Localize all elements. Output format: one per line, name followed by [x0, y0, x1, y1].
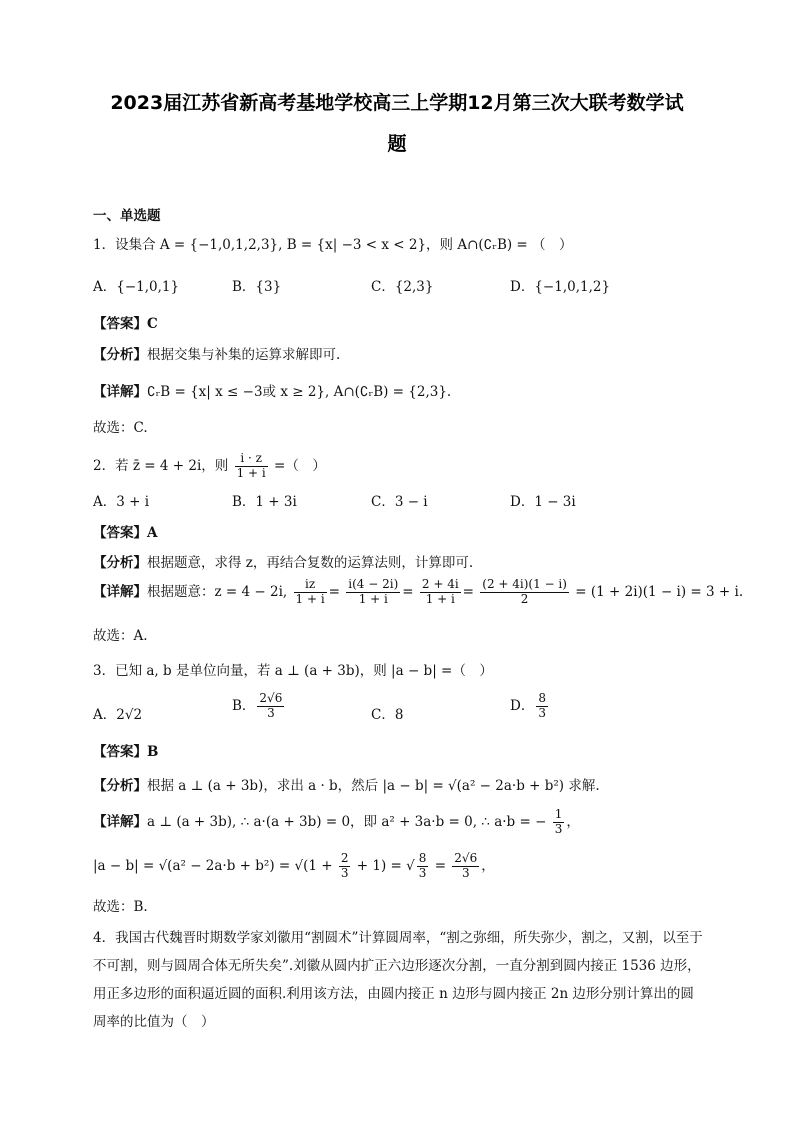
q2-choose: 故选：A.: [93, 628, 148, 644]
question-2-stem: [93, 452, 326, 481]
q2-option-b: B．1 + 3i: [232, 494, 297, 510]
q1-option-d: D．{−1,0,1,2}: [510, 279, 611, 295]
q3-choose: 故选：B.: [93, 899, 148, 915]
detail-prefix: |a − b| = √(a² − 2a·b + b²) = √(1 +: [93, 857, 333, 874]
detail-tag: 【详解】: [93, 384, 147, 400]
fraction-numerator: 2√6: [454, 851, 478, 865]
detail-text: ∁ᵣB = {x| x ≤ −3或 x ≥ 2}, A∩(∁ᵣB) = {2,3}.: [147, 384, 452, 400]
q1-option-a: A．{−1,0,1}: [93, 279, 180, 295]
detail-fraction-2: [417, 852, 429, 881]
q2-option-c: C．3 − i: [371, 494, 428, 510]
q1-choose: 故选：C.: [93, 420, 148, 436]
q1-option-b: B．{3}: [232, 279, 282, 295]
fraction-numerator: iz: [294, 578, 327, 593]
fraction-denominator: 1 + i: [425, 591, 455, 606]
fraction-numerator: 2 + 4i: [421, 577, 459, 591]
detail-tag: 【详解】: [93, 813, 147, 830]
fraction-denominator: 3: [267, 705, 275, 720]
analysis-tag: 【分析】: [93, 347, 147, 363]
analysis-text: 根据交集与补集的运算求解即可.: [147, 347, 341, 363]
detail-prefix: a ⊥ (a + 3b), ∴ a·(a + 3b) = 0，即 a² + 3a·b = 0, ∴ a·b = −: [147, 813, 547, 830]
option-fraction: [257, 692, 284, 721]
detail-fraction-2: [346, 578, 400, 607]
detail-fraction: [553, 808, 565, 837]
q2-detail: 【详解】根据题意：z = 4 − 2i, $\frac{iz}{1 + i}$ = $\frac{i(4 - 2i)}{1 + i}$ = $\frac{2 + 4i}{1 + i}$ = $\frac{(2 + 4i)(1 - i)}{2}$ = (1 + 2i)(1 − i) = 3 + i.: [93, 577, 744, 606]
detail-fraction-1: [294, 578, 327, 607]
option-fraction: [536, 692, 548, 721]
q3-option-b: [232, 692, 286, 721]
q2-stem-fraction: [235, 452, 268, 481]
detail-suffix: = (1 + 2i)(1 − i) = 3 + i.: [575, 583, 744, 600]
fraction-denominator: 1 + i: [236, 465, 266, 480]
detail-tag: 【详解】: [93, 583, 147, 600]
fraction-numerator: 2√6: [259, 691, 283, 705]
q3-option-a: A．2√2: [93, 707, 143, 723]
detail-middle: + 1) = √: [356, 857, 415, 874]
q3-analysis: [93, 774, 600, 794]
q3-detail-2: [93, 852, 495, 881]
fraction-numerator: 8: [418, 851, 427, 865]
q3-option-d: [510, 692, 550, 721]
detail-fraction-3: [420, 578, 461, 607]
detail-suffix: ，: [481, 857, 495, 874]
page-title-continued: 题: [387, 133, 407, 155]
analysis-text: 根据 a ⊥ (a + 3b)，求出 a · b，然后 |a − b| = √(a² − 2a·b + b²) 求解.: [147, 778, 600, 794]
q1-analysis: [93, 343, 340, 363]
fraction-numerator: i(4 − 2i): [348, 577, 399, 591]
q1-option-c: C．{2,3}: [371, 279, 434, 295]
fraction-numerator: 8: [538, 691, 546, 705]
fraction-numerator: 1: [554, 807, 563, 821]
q1-detail: [93, 380, 451, 400]
section-heading: 一、单选题: [93, 208, 161, 224]
q2-answer: 【答案】A: [93, 525, 158, 541]
fraction-numerator: i · z: [235, 452, 268, 467]
detail-fraction-4: [480, 578, 569, 607]
q3-detail-1: [93, 808, 580, 837]
detail-fraction-3: [452, 852, 479, 881]
fraction-numerator: 2: [340, 851, 349, 865]
q2-stem-suffix: =（ ）: [274, 457, 326, 474]
detail-fraction-1: [339, 852, 351, 881]
q1-answer: 【答案】C: [93, 316, 158, 332]
option-label: D．: [510, 697, 535, 714]
detail-prefix: 根据题意：z = 4 − 2i,: [147, 583, 288, 600]
fraction-denominator: 1 + i: [295, 591, 325, 606]
q2-stem-prefix: 2．若 z̄ = 4 + 2i，则: [93, 457, 229, 474]
detail-equals: =: [434, 857, 446, 874]
page-title: 2023届江苏省新高考基地学校高三上学期12月第三次大联考数学试: [110, 92, 684, 114]
fraction-denominator: 2: [520, 591, 529, 606]
q3-option-c: C．8: [371, 707, 404, 723]
q2-option-d: D．1 − 3i: [510, 494, 576, 510]
analysis-tag: 【分析】: [93, 778, 147, 794]
detail-suffix: ，: [566, 813, 580, 830]
question-3-stem: 3．已知 a, b 是单位向量，若 a ⊥ (a + 3b)，则 |a − b| =（ ）: [93, 663, 493, 679]
fraction-denominator: 3: [340, 865, 349, 880]
q2-option-a: A．3 + i: [93, 494, 150, 510]
fraction-denominator: 3: [461, 865, 470, 880]
question-1-stem: 1．设集合 A = {−1,0,1,2,3}, B = {x| −3 < x < 2}，则 A∩(∁ᵣB) = （ ）: [93, 237, 573, 253]
fraction-denominator: 3: [418, 865, 427, 880]
fraction-denominator: 3: [554, 821, 563, 836]
question-4-stem: 4．我国古代魏晋时期数学家刘徽用“割圆术”计算圆周率，“割之弥细，所失弥少，割之，又割，以至于不可割，则与圆周合体无所失矣”.刘徽从圆内扩正六边形逐次分割，一直分割到圆内接正 1536 边形，用正多边形的面积逼近圆的面积.利用该方法，由圆内接正 n 边形与圆内接正 2n 边形分别计算出的圆周率的比值为（ ）: [93, 930, 703, 1030]
fraction-denominator: 3: [538, 705, 546, 720]
q2-analysis: [93, 551, 473, 571]
fraction-numerator: (2 + 4i)(1 − i): [482, 577, 567, 591]
analysis-tag: 【分析】: [93, 555, 147, 571]
option-label: B．: [232, 697, 256, 714]
analysis-text: 根据题意，求得 z，再结合复数的运算法则，计算即可.: [147, 555, 474, 571]
fraction-denominator: 1 + i: [358, 591, 388, 606]
q3-answer: 【答案】B: [93, 744, 159, 760]
